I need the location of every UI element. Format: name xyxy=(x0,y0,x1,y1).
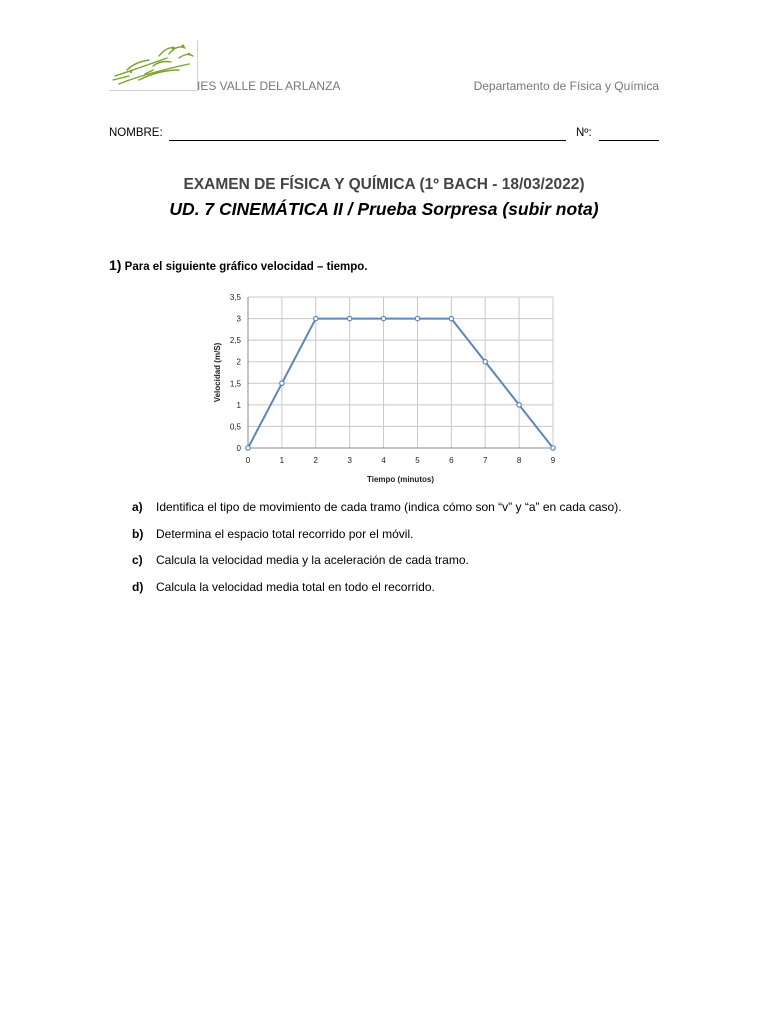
name-label: NOMBRE: xyxy=(109,127,163,139)
data-point xyxy=(280,381,284,385)
data-point xyxy=(449,316,453,320)
question-1-items xyxy=(132,500,692,606)
question-1-prompt xyxy=(109,257,368,273)
chart-svg xyxy=(205,288,565,488)
x-tick-label: 1 xyxy=(279,456,285,465)
x-tick-label: 5 xyxy=(415,456,420,465)
logo-frame xyxy=(109,40,198,91)
unit-title: UD. 7 CINEMÁTICA II / Prueba Sorpresa (subir nota) xyxy=(169,199,599,219)
question-1-number: 1) xyxy=(109,257,122,273)
page-header xyxy=(109,40,659,95)
velocity-time-chart xyxy=(205,288,565,488)
name-blank[interactable] xyxy=(169,140,566,141)
item-c xyxy=(132,553,692,580)
x-axis-title: Tiempo (minutos) xyxy=(367,475,434,484)
item-d-letter: d) xyxy=(132,579,144,594)
item-c-letter: c) xyxy=(132,553,143,567)
y-tick-label: 1,5 xyxy=(229,379,241,389)
x-tick-label: 6 xyxy=(449,456,454,465)
item-b xyxy=(132,527,692,554)
number-label: Nº: xyxy=(576,127,592,139)
item-a-text: Identifica el tipo de movimiento de cada tramo (indica cómo son “v” y “a” en cada caso). xyxy=(156,500,622,514)
x-tick-label: 0 xyxy=(245,456,251,465)
data-point xyxy=(314,316,318,320)
data-point xyxy=(415,316,419,320)
department-name: Departamento de Física y Química xyxy=(473,79,659,93)
data-point xyxy=(517,403,521,407)
data-point xyxy=(381,316,385,320)
data-point xyxy=(483,360,487,364)
x-tick-label: 4 xyxy=(381,456,386,465)
item-b-letter: b) xyxy=(132,526,144,541)
y-tick-label: 3,5 xyxy=(229,293,241,302)
x-tick-label: 9 xyxy=(550,456,556,465)
y-tick-label: 0,5 xyxy=(229,422,241,432)
data-point xyxy=(246,446,250,450)
y-tick-label: 3 xyxy=(236,314,241,324)
data-point xyxy=(551,446,555,450)
x-tick-label: 7 xyxy=(482,456,488,465)
item-a xyxy=(132,500,692,527)
x-tick-label: 2 xyxy=(313,456,319,465)
exam-title: EXAMEN DE FÍSICA Y QUÍMICA (1º BACH - 18/03/2022) xyxy=(183,176,585,193)
item-b-text: Determina el espacio total recorrido por el móvil. xyxy=(156,526,414,541)
item-c-text: Calcula la velocidad media y la aceleración de cada tramo. xyxy=(156,553,469,567)
item-d-text: Calcula la velocidad media total en todo el recorrido. xyxy=(156,579,435,594)
number-blank[interactable] xyxy=(599,140,659,141)
x-tick-label: 8 xyxy=(516,456,522,465)
y-tick-label: 2,5 xyxy=(229,336,241,346)
item-a-letter: a) xyxy=(132,500,143,514)
y-tick-label: 1 xyxy=(236,400,241,410)
y-tick-label: 0 xyxy=(236,444,241,453)
x-tick-label: 3 xyxy=(347,456,352,465)
y-axis-title: Velocidad (m/S) xyxy=(213,342,222,403)
item-d xyxy=(132,580,692,607)
school-name: IES VALLE DEL ARLANZA xyxy=(197,79,341,93)
data-point xyxy=(347,316,351,320)
y-tick-label: 2 xyxy=(236,357,241,367)
school-logo xyxy=(109,40,199,92)
question-1-text: Para el siguiente gráfico velocidad – tiempo. xyxy=(124,261,368,273)
